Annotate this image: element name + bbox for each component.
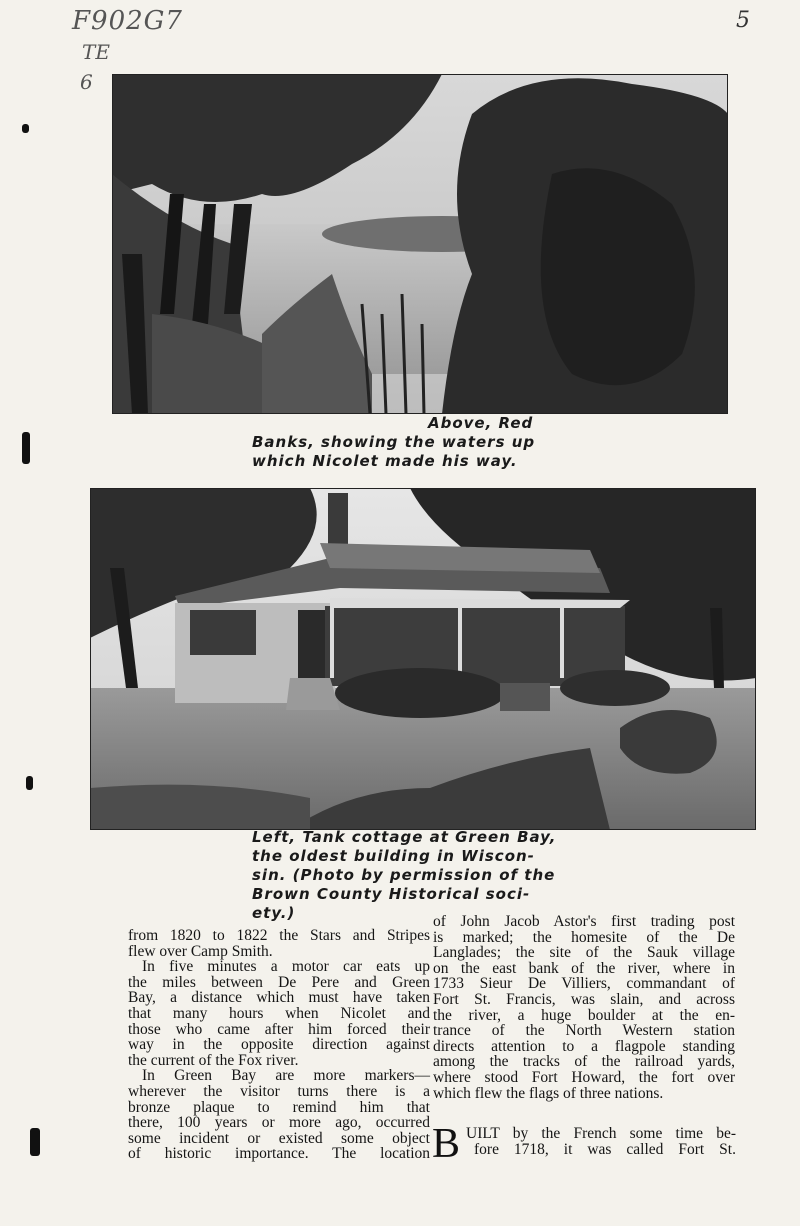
- article-column-left: [128, 928, 430, 1162]
- text-line: the miles between De Pere and Green: [128, 973, 430, 991]
- page-number: 5: [736, 8, 750, 33]
- tank-cottage-photo: [90, 488, 756, 830]
- text-line: that many hours when Nicolet and: [128, 1004, 430, 1022]
- caption-line: ety.): [252, 904, 296, 922]
- catalog-sub: 6: [80, 70, 93, 94]
- text-line: fore 1718, it was called Fort St.: [474, 1140, 736, 1158]
- caption-line: Banks, showing the waters up: [252, 433, 536, 451]
- text-line: bronze plaque to remind him that: [128, 1098, 430, 1116]
- caption-line: sin. (Photo by permission of the: [252, 866, 556, 884]
- section-drop-cap: B: [432, 1121, 461, 1167]
- text-line: flew over Camp Smith.: [128, 942, 273, 960]
- article-column-right: [433, 914, 735, 1101]
- binding-mark-4: [30, 1128, 40, 1156]
- binding-mark-3: [26, 776, 33, 790]
- text-line: among the tracks of the railroad yards,: [433, 1053, 735, 1071]
- text-line: Langlades; the site of the Sauk village: [433, 944, 735, 962]
- text-line: way in the opposite direction against: [128, 1036, 430, 1054]
- text-line: Bay, a distance which must have taken: [128, 989, 430, 1007]
- text-line: some incident or existed some object: [128, 1129, 430, 1147]
- text-line: trance of the North Western station: [433, 1022, 735, 1040]
- binding-mark-1: [22, 124, 29, 133]
- text-line: directs attention to a flagpole standing: [433, 1037, 735, 1055]
- text-line: wherever the visitor turns there is a: [128, 1082, 430, 1100]
- text-line: there, 100 years or more ago, occurred: [128, 1114, 430, 1132]
- text-line: is marked; the homesite of the De: [433, 928, 735, 946]
- caption-line: the oldest building in Wiscon-: [252, 847, 535, 865]
- text-line: the current of the Fox river.: [128, 1051, 299, 1069]
- red-banks-photo: [112, 74, 728, 414]
- text-line: In five minutes a motor car eats up: [142, 958, 430, 976]
- text-line: of historic importance. The location: [128, 1145, 430, 1163]
- caption-line: Left, Tank cottage at Green Bay,: [252, 828, 557, 846]
- tank-cottage-caption: [252, 828, 557, 923]
- text-line: on the east bank of the river, where in: [433, 959, 735, 977]
- text-line: 1733 Sieur De Villiers, commandant of: [433, 975, 735, 993]
- catalog-code: TE: [82, 40, 110, 64]
- caption-line: Brown County Historical soci-: [252, 885, 531, 903]
- caption-line: Above, Red: [428, 414, 534, 432]
- text-line: which flew the flags of three nations.: [433, 1084, 664, 1102]
- text-line: In Green Bay are more markers—: [142, 1067, 430, 1085]
- text-line: those who came after him forced their: [128, 1020, 430, 1038]
- binding-mark-2: [22, 432, 30, 464]
- catalog-number: F902G7: [72, 6, 183, 36]
- text-line: the river, a huge boulder at the en-: [433, 1006, 735, 1024]
- red-banks-caption: [252, 414, 538, 471]
- text-line: from 1820 to 1822 the Stars and Stripes: [128, 927, 430, 944]
- text-line: Fort St. Francis, was slain, and across: [433, 990, 735, 1008]
- text-line: where stood Fort Howard, the fort over: [433, 1068, 735, 1086]
- caption-line: which Nicolet made his way.: [252, 452, 518, 470]
- section-text: [466, 1126, 736, 1157]
- text-line: UILT by the French some time be-: [466, 1125, 736, 1142]
- text-line: of John Jacob Astor's first trading post: [433, 913, 735, 930]
